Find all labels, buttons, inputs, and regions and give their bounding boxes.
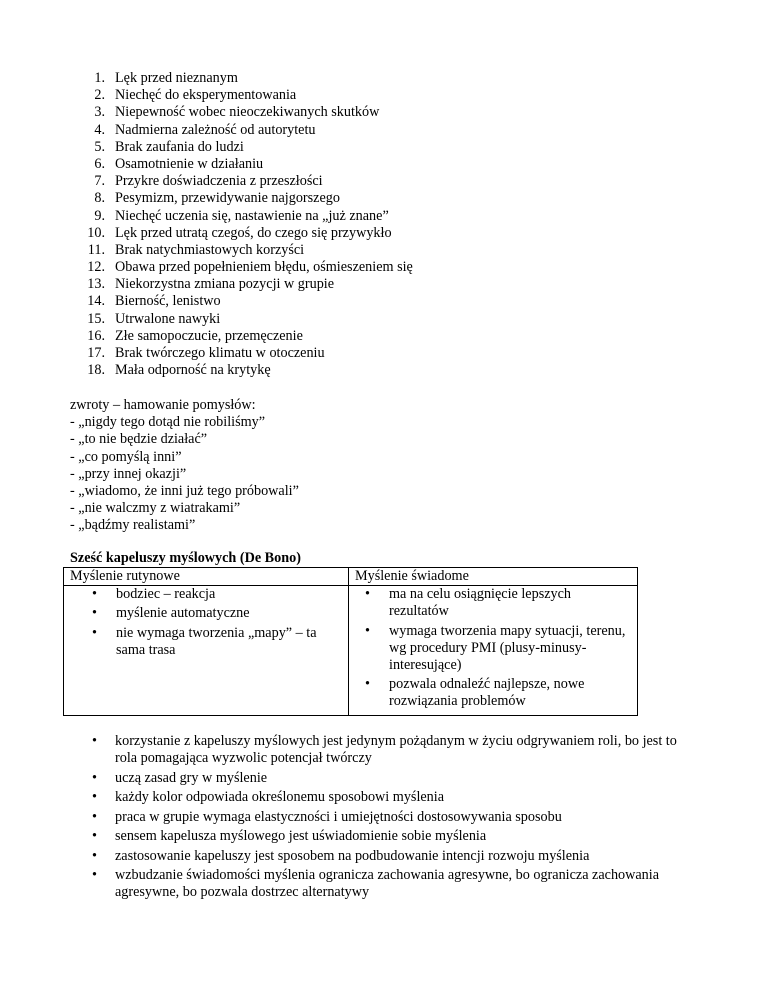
barriers-numbered-list <box>70 70 670 379</box>
list-item <box>70 225 670 242</box>
list-item <box>349 586 637 620</box>
bullet-icon: • <box>365 622 370 639</box>
list-text: uczą zasad gry w myślenie <box>115 769 268 786</box>
list-item <box>70 156 670 173</box>
list-text: praca w grupie wymaga elastyczności i umiejętności dostosowywania sposobu <box>115 808 562 825</box>
list-item <box>349 676 637 710</box>
list-text: wymaga tworzenia mapy sytuacji, terenu, wg procedury PMI (plusy-minusy-interesujące) <box>389 622 626 674</box>
list-text: Obawa przed popełnieniem błędu, ośmieszeniem się <box>115 259 413 276</box>
list-text: Brak natychmiastowych korzyści <box>115 241 305 258</box>
phrase-item: - „nie walczmy z wiatrakami” <box>70 500 241 517</box>
list-item <box>70 242 670 259</box>
list-text: nie wymaga tworzenia „mapy” – ta sama trasa <box>116 624 317 658</box>
list-item <box>70 208 670 225</box>
list-number: 12. <box>87 259 105 276</box>
list-text: Brak twórczego klimatu w otoczeniu <box>115 345 325 361</box>
list-text: Niekorzystna zmiana pozycji w grupie <box>115 276 335 293</box>
list-item <box>70 867 690 901</box>
phrase-item: - „nigdy tego dotąd nie robiliśmy” <box>70 414 266 431</box>
list-number: 14. <box>87 293 105 310</box>
list-text: Utrwalone nawyki <box>115 310 221 327</box>
list-item <box>64 586 348 603</box>
thinking-comparison-table <box>63 567 638 716</box>
bullet-icon: • <box>92 624 97 641</box>
list-number: 2. <box>94 87 105 104</box>
list-text: sensem kapelusza myślowego jest uświadomienie sobie myślenia <box>115 828 487 845</box>
list-text: Niepewność wobec nieoczekiwanych skutków <box>115 104 380 121</box>
list-number: 1. <box>94 70 105 86</box>
phrases-intro: zwroty – hamowanie pomysłów: <box>70 397 256 413</box>
bullet-icon: • <box>92 605 97 622</box>
header-routine-thinking: Myślenie rutynowe <box>64 568 349 586</box>
list-text: Bierność, lenistwo <box>115 293 221 310</box>
list-text: pozwala odnaleźć najlepsze, nowe rozwiązania problemów <box>389 676 585 710</box>
phrase-item: - „co pomyślą inni” <box>70 448 182 465</box>
list-item <box>64 605 348 622</box>
bullet-icon: • <box>92 789 97 806</box>
list-item <box>70 848 690 865</box>
bullet-icon: • <box>92 847 97 864</box>
list-text: myślenie automatyczne <box>116 605 250 622</box>
bullet-icon: • <box>92 808 97 825</box>
blocking-phrases <box>70 397 670 535</box>
list-number: 6. <box>94 155 105 172</box>
phrase-item: - „przy innej okazji” <box>70 465 187 482</box>
list-text: Lęk przed nieznanym <box>115 70 238 86</box>
list-item <box>70 139 670 156</box>
list-text: Lęk przed utratą czegoś, do czego się przywykło <box>115 224 392 241</box>
list-number: 5. <box>94 138 105 155</box>
list-item <box>70 104 670 121</box>
list-item <box>70 789 690 806</box>
list-item <box>70 328 670 345</box>
list-number: 15. <box>87 310 105 327</box>
bullet-icon: • <box>92 769 97 786</box>
list-item <box>349 623 637 675</box>
list-number: 16. <box>87 327 105 344</box>
list-text: Niechęć do eksperymentowania <box>115 87 297 104</box>
table-header-row <box>64 568 638 586</box>
list-text: Niechęć uczenia się, nastawienie na „już znane” <box>115 207 389 224</box>
list-text: Złe samopoczucie, przemęczenie <box>115 327 303 344</box>
bullet-icon: • <box>365 676 370 693</box>
list-item <box>70 809 690 826</box>
list-number: 10. <box>87 224 105 241</box>
list-item <box>70 311 670 328</box>
list-text: korzystanie z kapeluszy myślowych jest jedynym pożądanym w życiu odgrywaniem roli, bo jest to rola pomagająca wyzwolic potencjał twórczy <box>115 733 677 767</box>
routine-thinking-cell <box>64 586 349 715</box>
list-number: 17. <box>87 345 105 361</box>
list-number: 18. <box>87 362 105 379</box>
list-item <box>70 276 670 293</box>
list-number: 7. <box>94 173 105 190</box>
table-row <box>64 586 638 715</box>
list-text: Mała odporność na krytykę <box>115 362 271 379</box>
list-item <box>70 770 690 787</box>
list-number: 13. <box>87 276 105 293</box>
list-text: bodziec – reakcja <box>116 586 216 603</box>
list-number: 3. <box>94 104 105 121</box>
list-text: każdy kolor odpowiada określonemu sposobowi myślenia <box>115 789 445 806</box>
list-text: Pesymizm, przewidywanie najgorszego <box>115 190 340 207</box>
list-text: Brak zaufania do ludzi <box>115 138 244 155</box>
list-number: 11. <box>87 241 105 258</box>
phrase-item: - „to nie będzie działać” <box>70 431 208 448</box>
list-item <box>70 87 670 104</box>
conscious-thinking-list <box>349 586 637 714</box>
list-text: Nadmierna zależność od autorytetu <box>115 121 316 138</box>
bullet-icon: • <box>365 586 370 603</box>
list-item <box>70 173 670 190</box>
list-item <box>64 625 348 659</box>
list-item <box>70 122 670 139</box>
list-item <box>70 345 670 362</box>
list-number: 9. <box>94 207 105 224</box>
section-heading: Sześć kapeluszy myślowych (De Bono) <box>70 550 301 566</box>
bullet-icon: • <box>92 828 97 845</box>
bullet-icon: • <box>92 733 97 749</box>
list-text: ma na celu osiągnięcie lepszych rezultatów <box>389 586 571 620</box>
list-item <box>70 733 690 767</box>
bullet-icon: • <box>92 586 97 603</box>
list-number: 8. <box>94 190 105 207</box>
list-text: zastosowanie kapeluszy jest sposobem na podbudowanie intencji rozwoju myślenia <box>115 847 590 864</box>
list-text: Przykre doświadczenia z przeszłości <box>115 173 323 190</box>
header-conscious-thinking: Myślenie świadome <box>349 568 638 586</box>
list-text: wzbudzanie świadomości myślenia ogranicza zachowania agresywne, bo ogranicza zachowania agresywne, bo pozwala dostrzec alternatywy <box>115 867 660 901</box>
conscious-thinking-cell <box>349 586 638 715</box>
phrase-item: - „wiadomo, że inni już tego próbowali” <box>70 482 299 499</box>
list-item <box>70 293 670 310</box>
list-text: Osamotnienie w działaniu <box>115 155 264 172</box>
hats-notes-list <box>70 733 690 904</box>
routine-thinking-list <box>64 586 348 663</box>
list-number: 4. <box>94 121 105 138</box>
list-item <box>70 190 670 207</box>
phrase-item: - „bądźmy realistami” <box>70 517 196 534</box>
list-item <box>70 70 670 87</box>
list-item <box>70 828 690 845</box>
bullet-icon: • <box>92 867 97 884</box>
list-item <box>70 362 670 379</box>
list-item <box>70 259 670 276</box>
